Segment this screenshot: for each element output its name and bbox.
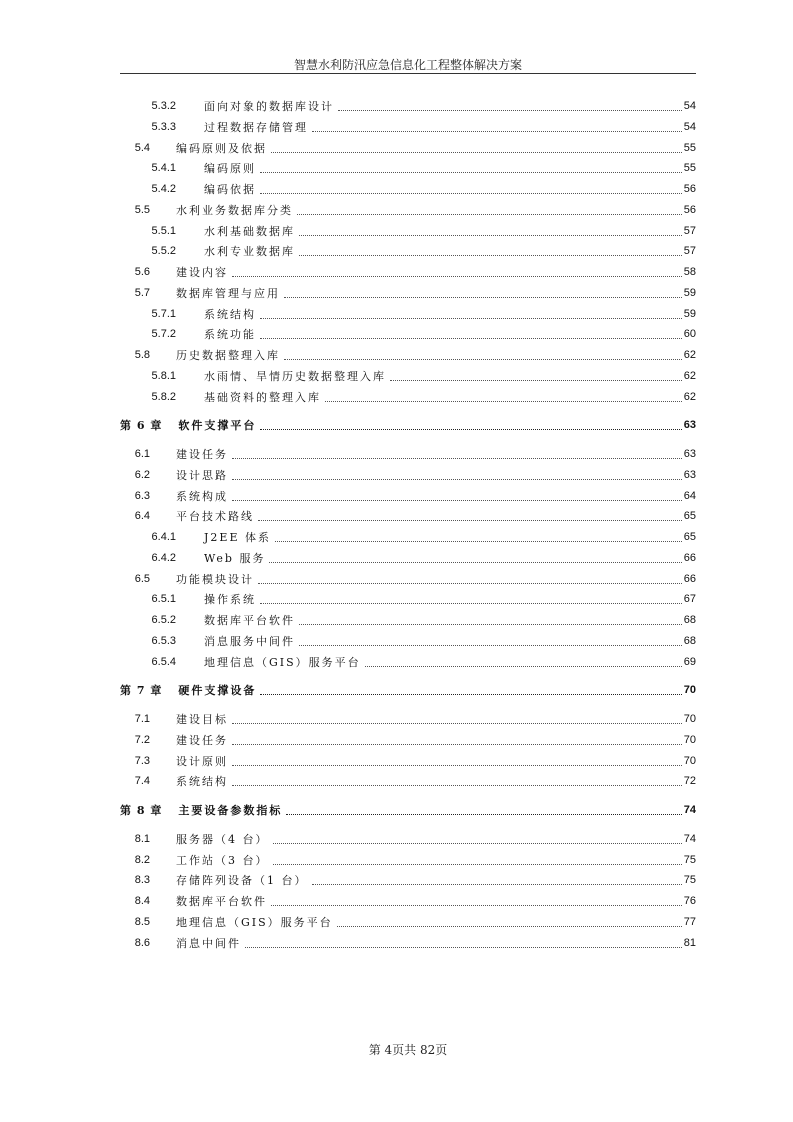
toc-entry-title: 面向对象的数据库设计 xyxy=(204,100,334,113)
toc-entry-number: 第 7 章 xyxy=(120,684,163,698)
page-header-title: 智慧水利防汛应急信息化工程整体解决方案 xyxy=(293,58,522,72)
toc-entry-number: 5.4 xyxy=(134,141,150,154)
toc-page-number: 74 xyxy=(683,832,696,845)
toc-page-number: 63 xyxy=(683,419,696,432)
toc-entry-title: 数据库管理与应用 xyxy=(176,286,280,300)
toc-entry-number: 6.5 xyxy=(134,572,150,585)
toc-entry-title: 系统结构 xyxy=(204,307,256,321)
toc-dot-leader xyxy=(286,813,681,815)
toc-entry[interactable] xyxy=(120,730,696,750)
toc-entry[interactable] xyxy=(120,631,696,651)
toc-entry[interactable] xyxy=(120,912,696,932)
toc-entry-title: 建设任务 xyxy=(176,733,228,747)
toc-entry-number: 8.1 xyxy=(134,832,150,845)
toc-entry[interactable] xyxy=(120,610,696,630)
toc-page-number: 62 xyxy=(683,369,696,382)
toc-entry-number: 5.4.1 xyxy=(151,162,176,175)
toc-entry-title: 功能模块设计 xyxy=(176,572,254,586)
toc-entry-number: 5.5 xyxy=(134,203,150,216)
toc-entry-title: J2EE 体系 xyxy=(204,531,271,544)
toc-entry-number: 8.4 xyxy=(134,895,150,907)
toc-entry[interactable] xyxy=(120,117,696,137)
toc-entry-number: 5.8.2 xyxy=(151,390,176,403)
toc-entry[interactable] xyxy=(120,366,696,386)
toc-dot-leader xyxy=(365,665,682,667)
toc-entry-number: 5.7 xyxy=(134,286,150,299)
toc-entry[interactable] xyxy=(120,221,696,241)
toc-page-number: 70 xyxy=(683,684,696,697)
toc-dot-leader xyxy=(232,764,682,766)
toc-page-number: 62 xyxy=(683,349,696,361)
toc-page-number: 57 xyxy=(683,245,696,258)
toc-page-number: 72 xyxy=(683,775,696,788)
toc-entry-number: 7.2 xyxy=(134,733,150,746)
toc-entry-title: 数据库平台软件 xyxy=(176,895,267,908)
toc-dot-leader xyxy=(260,428,681,430)
toc-dot-leader xyxy=(269,561,681,563)
toc-dot-leader xyxy=(284,296,682,298)
toc-entry-title: 设计原则 xyxy=(176,754,228,768)
toc-page-number: 76 xyxy=(683,895,696,907)
toc-entry-number: 8.6 xyxy=(134,936,150,949)
toc-page-number: 75 xyxy=(683,874,696,887)
toc-entry-number: 8.2 xyxy=(134,853,150,866)
toc-entry-number: 6.2 xyxy=(134,468,150,481)
toc-page-number: 59 xyxy=(683,286,696,299)
toc-dot-leader xyxy=(299,644,682,646)
toc-dot-leader xyxy=(260,337,682,339)
toc-entry-number: 6.5.3 xyxy=(151,634,176,647)
toc-entry-title: 建设内容 xyxy=(176,266,228,279)
toc-page-number: 65 xyxy=(683,510,696,523)
toc-entry-title: 编码依据 xyxy=(204,183,256,196)
toc-chapter-entry[interactable] xyxy=(120,800,696,820)
toc-page-number: 56 xyxy=(683,203,696,216)
toc-entry-number: 6.5.2 xyxy=(151,614,176,626)
toc-entry[interactable] xyxy=(120,751,696,771)
toc-chapter-entry[interactable] xyxy=(120,680,696,700)
toc-page-number: 74 xyxy=(683,804,696,816)
toc-dot-leader xyxy=(297,213,682,215)
toc-dot-leader xyxy=(325,400,682,402)
toc-page-number: 70 xyxy=(683,754,696,767)
toc-entry[interactable] xyxy=(120,870,696,890)
toc-entry[interactable] xyxy=(120,444,696,464)
toc-entry[interactable] xyxy=(120,506,696,526)
toc-page-number: 81 xyxy=(683,936,696,949)
toc-entry-number: 6.4.2 xyxy=(151,551,176,564)
toc-entry-number: 5.5.1 xyxy=(151,224,176,237)
toc-page-number: 67 xyxy=(683,593,696,606)
toc-page-number: 62 xyxy=(683,390,696,403)
toc-dot-leader xyxy=(232,275,682,277)
toc-entry-title: 水利业务数据库分类 xyxy=(176,203,293,217)
toc-entry-title: 平台技术路线 xyxy=(176,510,254,524)
toc-dot-leader xyxy=(258,582,682,584)
toc-page-number: 55 xyxy=(683,162,696,175)
toc-entry[interactable] xyxy=(120,933,696,953)
toc-page-number: 58 xyxy=(683,266,696,278)
toc-entry-number: 6.4.1 xyxy=(151,531,176,543)
toc-entry-title: 工作站（3 台） xyxy=(176,853,269,867)
toc-chapter-entry[interactable] xyxy=(120,415,696,435)
toc-entry-number: 5.7.1 xyxy=(151,307,176,320)
toc-dot-leader xyxy=(271,904,682,906)
toc-entry[interactable] xyxy=(120,241,696,261)
toc-entry-number: 5.4.2 xyxy=(151,183,176,195)
toc-page-number: 54 xyxy=(683,120,696,133)
toc-entry[interactable] xyxy=(120,652,696,672)
toc-entry-title: 编码原则 xyxy=(204,162,256,176)
toc-page-number: 68 xyxy=(683,634,696,647)
toc-page-number: 70 xyxy=(683,733,696,746)
toc-dot-leader xyxy=(312,130,682,132)
toc-entry-number: 第 8 章 xyxy=(120,804,163,817)
toc-entry-title: 系统结构 xyxy=(176,775,228,789)
toc-entry[interactable] xyxy=(120,569,696,589)
toc-page-number: 59 xyxy=(683,307,696,320)
toc-dot-leader xyxy=(299,623,682,625)
toc-entry[interactable] xyxy=(120,850,696,870)
toc-entry[interactable] xyxy=(120,158,696,178)
toc-entry-title: 设计思路 xyxy=(176,468,228,482)
toc-entry[interactable] xyxy=(120,179,696,199)
toc-entry-title: 地理信息（GIS）服务平台 xyxy=(176,915,333,929)
toc-entry-title: 地理信息（GIS）服务平台 xyxy=(204,655,361,669)
toc-entry[interactable] xyxy=(120,548,696,568)
toc-entry[interactable] xyxy=(120,138,696,158)
toc-dot-leader xyxy=(232,499,682,501)
toc-entry-number: 7.4 xyxy=(134,775,150,788)
toc-entry-title: 过程数据存储管理 xyxy=(204,120,308,134)
toc-page-number: 60 xyxy=(683,328,696,341)
toc-page-number: 70 xyxy=(683,713,696,725)
toc-entry-title: 水利基础数据库 xyxy=(204,224,295,238)
toc-page-number: 57 xyxy=(683,224,696,237)
toc-entry[interactable] xyxy=(120,465,696,485)
toc-page-number: 66 xyxy=(683,551,696,564)
toc-dot-leader xyxy=(232,478,682,480)
toc-entry-number: 5.5.2 xyxy=(151,245,176,258)
toc-page-number: 66 xyxy=(683,572,696,585)
toc-page-number: 65 xyxy=(683,531,696,543)
toc-page-number: 68 xyxy=(683,614,696,626)
toc-entry-title: 水雨情、旱情历史数据整理入库 xyxy=(204,369,386,383)
toc-entry[interactable] xyxy=(120,527,696,547)
toc-entry-title: 服务器（4 台） xyxy=(176,832,269,846)
toc-entry-title: 操作系统 xyxy=(204,593,256,607)
toc-entry-number: 6.5.4 xyxy=(151,655,176,668)
toc-entry-title: 存储阵列设备（1 台） xyxy=(176,874,308,888)
toc-entry-number: 6.4 xyxy=(134,510,150,523)
toc-entry-title: Web 服务 xyxy=(204,551,266,565)
toc-entry[interactable] xyxy=(120,304,696,324)
toc-entry-title: 数据库平台软件 xyxy=(204,614,295,627)
page-footer: 第 4页共 82页 xyxy=(368,1043,448,1057)
toc-page-number: 54 xyxy=(683,100,696,112)
toc-entry[interactable] xyxy=(120,486,696,506)
toc-entry[interactable] xyxy=(120,829,696,849)
toc-entry-number: 第 6 章 xyxy=(120,419,163,433)
toc-entry-number: 6.5.1 xyxy=(151,593,176,606)
toc-dot-leader xyxy=(275,540,682,542)
toc-entry-title: 建设目标 xyxy=(176,713,228,726)
toc-entry-number: 6.3 xyxy=(134,489,150,502)
toc-entry-title: 编码原则及依据 xyxy=(176,141,267,155)
toc-dot-leader xyxy=(273,842,682,844)
toc-entry[interactable] xyxy=(120,589,696,609)
toc-entry[interactable] xyxy=(120,709,696,729)
toc-dot-leader xyxy=(337,925,682,927)
toc-entry-number: 5.6 xyxy=(134,266,150,278)
toc-dot-leader xyxy=(258,519,682,521)
toc-entry-number: 7.3 xyxy=(134,754,150,767)
header-rule xyxy=(120,73,696,74)
toc-page-number: 69 xyxy=(683,655,696,668)
toc-dot-leader xyxy=(299,254,682,256)
toc-dot-leader xyxy=(260,171,682,173)
toc-entry-number: 5.8 xyxy=(134,349,150,361)
toc-dot-leader xyxy=(312,883,682,885)
toc-entry-title: 建设任务 xyxy=(176,448,228,461)
toc-entry-title: 主要设备参数指标 xyxy=(178,804,283,817)
toc-dot-leader xyxy=(390,379,682,381)
toc-page-number: 75 xyxy=(683,853,696,866)
toc-dot-leader xyxy=(260,317,682,319)
toc-entry[interactable] xyxy=(120,262,696,282)
toc-entry[interactable] xyxy=(120,771,696,791)
toc-entry-title: 基础资料的整理入库 xyxy=(204,390,321,404)
toc-page-number: 56 xyxy=(683,183,696,195)
toc-dot-leader xyxy=(245,946,682,948)
toc-entry[interactable] xyxy=(120,387,696,407)
toc-entry-number: 7.1 xyxy=(134,713,150,725)
toc-dot-leader xyxy=(260,693,681,695)
toc-entry-number: 8.3 xyxy=(134,874,150,887)
toc-entry-title: 历史数据整理入库 xyxy=(176,349,280,362)
toc-entry[interactable] xyxy=(120,200,696,220)
toc-page-number: 77 xyxy=(683,915,696,928)
toc-entry[interactable] xyxy=(120,96,696,116)
toc-entry-number: 5.3.2 xyxy=(151,100,176,112)
toc-dot-leader xyxy=(232,457,682,459)
toc-dot-leader xyxy=(299,234,682,236)
toc-entry[interactable] xyxy=(120,345,696,365)
toc-page-number: 63 xyxy=(683,448,696,460)
toc-entry-title: 系统构成 xyxy=(176,489,228,503)
toc-dot-leader xyxy=(260,192,682,194)
toc-entry-title: 软件支撑平台 xyxy=(178,419,257,433)
toc-entry-number: 5.8.1 xyxy=(151,369,176,382)
toc-entry[interactable] xyxy=(120,891,696,911)
toc-entry-title: 系统功能 xyxy=(204,328,256,342)
toc-page-number: 64 xyxy=(683,489,696,502)
toc-entry-title: 消息中间件 xyxy=(176,936,241,950)
toc-entry[interactable] xyxy=(120,283,696,303)
toc-page-number: 55 xyxy=(683,141,696,154)
toc-dot-leader xyxy=(232,784,682,786)
toc-dot-leader xyxy=(338,109,682,111)
toc-dot-leader xyxy=(284,358,682,360)
toc-entry-title: 消息服务中间件 xyxy=(204,634,295,648)
toc-entry-number: 6.1 xyxy=(134,448,150,460)
toc-entry-number: 8.5 xyxy=(134,915,150,928)
toc-entry-title: 硬件支撑设备 xyxy=(178,684,257,698)
toc-entry-number: 5.7.2 xyxy=(151,328,176,341)
toc-page-number: 63 xyxy=(683,468,696,481)
toc-entry[interactable] xyxy=(120,324,696,344)
toc-entry-number: 5.3.3 xyxy=(151,120,176,133)
toc-dot-leader xyxy=(271,151,682,153)
toc-dot-leader xyxy=(260,602,682,604)
toc-entry-title: 水利专业数据库 xyxy=(204,245,295,259)
toc-dot-leader xyxy=(273,863,682,865)
toc-dot-leader xyxy=(232,743,682,745)
toc-dot-leader xyxy=(232,722,682,724)
